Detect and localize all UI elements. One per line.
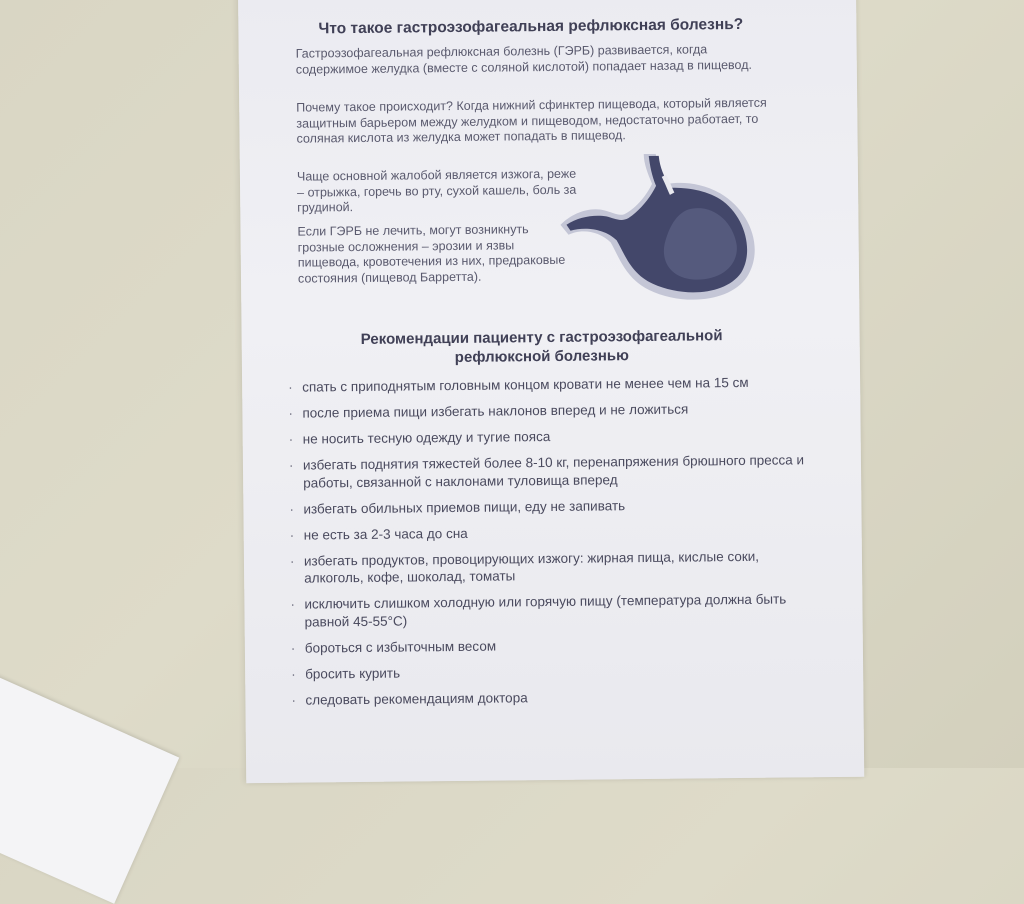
recommendations-title: Рекомендации пациенту с гастроэзофагеальной рефлюксной болезнью: [360, 327, 723, 366]
bullet-dot-icon: ·: [291, 692, 296, 708]
list-item-text: после приема пищи избегать наклонов вперед и не ложиться: [302, 401, 689, 421]
bullet-dot-icon: ·: [290, 596, 295, 612]
bullet-dot-icon: ·: [288, 379, 293, 395]
leaflet-page: [238, 0, 864, 783]
list-item-text: не есть за 2-3 часа до сна: [303, 525, 468, 543]
list-item: [288, 590, 808, 630]
bullet-dot-icon: ·: [288, 457, 294, 473]
second-paper-heading-fragment: [0, 736, 1, 780]
list-item: [286, 373, 806, 396]
list-item: [287, 425, 807, 448]
list-item: [287, 451, 807, 491]
list-item-text: спать с приподнятым головным концом кровати не менее чем на 15 см: [302, 374, 749, 395]
stomach-illustration: [560, 153, 762, 303]
list-item-text: избегать поднятия тяжестей более 8-10 кг, перенапряжения брюшного пресса и работы, связанной с наклонами туловища вперед: [302, 452, 805, 491]
bullet-dot-icon: ·: [289, 553, 295, 569]
bullet-dot-icon: ·: [291, 666, 296, 682]
paragraph-complications: Если ГЭРБ не лечить, могут возникнуть грозные осложнения – эрозии и язвы пищевода, кровотечения из них, предраковые состояния (пищевод Барретта).: [297, 222, 566, 286]
list-item: [288, 521, 808, 544]
bullet-dot-icon: ·: [288, 431, 294, 447]
list-item-text: бороться с избыточным весом: [304, 638, 497, 656]
bullet-dot-icon: ·: [289, 527, 295, 543]
list-item-text: избегать продуктов, провоцирующих изжогу: жирная пища, кислые соки, алкоголь, кофе, шоколад, томаты: [303, 548, 760, 586]
leaflet-title: Что такое гастроэзофагеальная рефлюксная болезнь?: [318, 15, 744, 38]
list-item: [288, 547, 808, 587]
paragraph-symptoms: Чаще основной жалобой является изжога, реже – отрыжка, горечь во рту, сухой кашель, боль за грудиной.: [296, 166, 577, 215]
bullet-dot-icon: ·: [290, 640, 296, 656]
list-item-text: бросить курить: [305, 665, 401, 682]
bullet-dot-icon: ·: [289, 501, 294, 517]
list-item: [287, 495, 807, 518]
list-item-text: исключить слишком холодную или горячую пищу (температура должна быть равной 45-55°С): [304, 591, 787, 630]
list-item: [286, 399, 806, 422]
bullet-dot-icon: ·: [288, 405, 293, 421]
paragraph-definition: Гастроэзофагеальная рефлюксная болезнь (ГЭРБ) развивается, когда содержимое желудка (вместе с соляной кислотой) попадает назад в пищевод.: [295, 42, 753, 77]
list-item: [289, 634, 809, 657]
list-item: [289, 686, 809, 709]
list-item-text: избегать обильных приемов пищи, еду не запивать: [303, 497, 626, 517]
recommendations-list: [286, 373, 810, 717]
list-item: [289, 660, 809, 683]
paragraph-cause: Почему такое происходит? Когда нижний сфинктер пищевода, который является защитным барьером между желудком и пищеводом, недостаточно работает, то соляная кислота из желудка может попадать в пищевод.: [296, 95, 767, 146]
list-item-text: не носить тесную одежду и тугие пояса: [302, 428, 551, 447]
list-item-text: следовать рекомендациям доктора: [305, 689, 528, 708]
